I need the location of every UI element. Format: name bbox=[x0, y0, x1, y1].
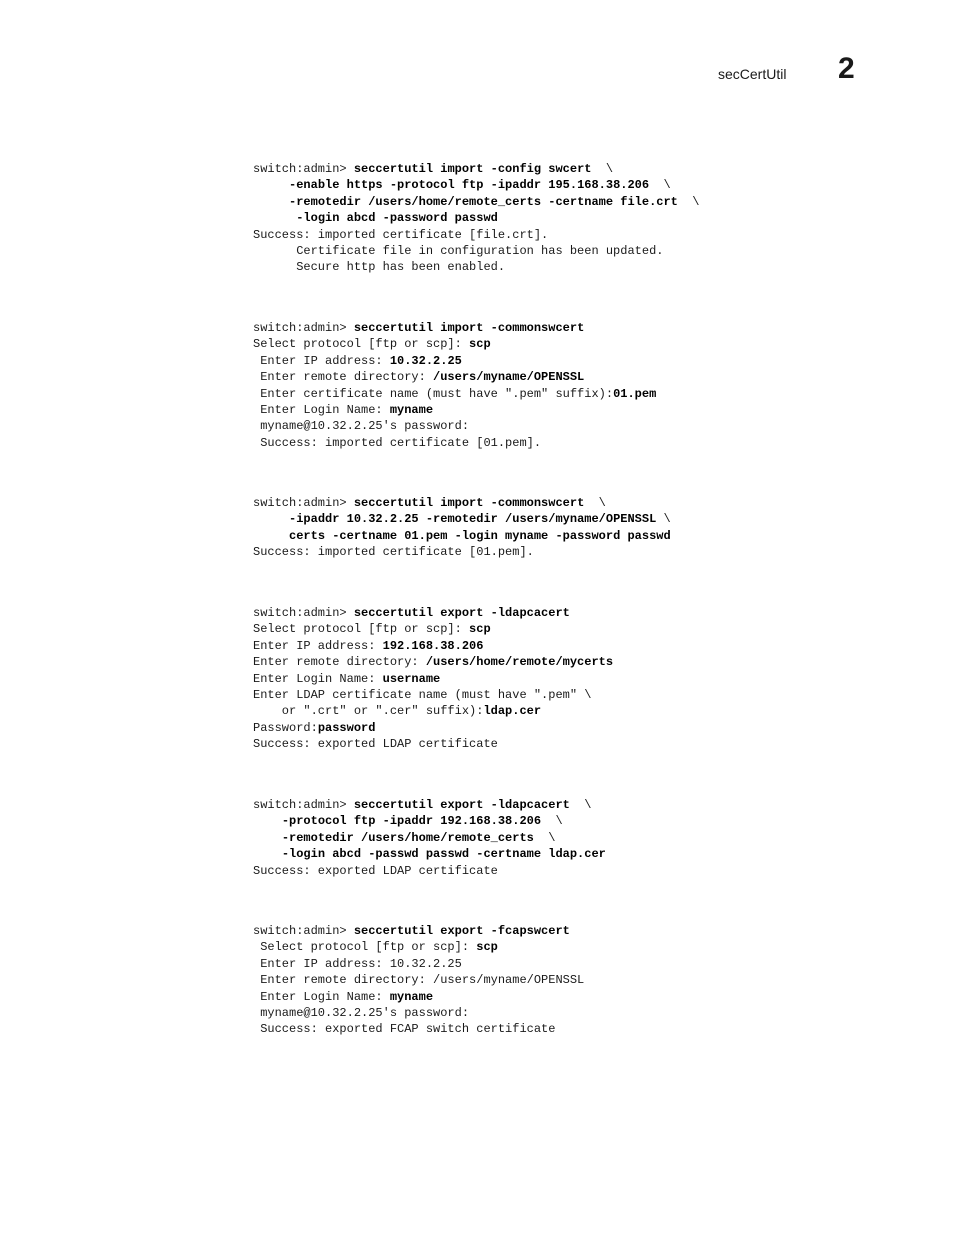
example-export-ldapcacert-cli bbox=[253, 797, 606, 879]
console-output: Enter remote directory: bbox=[253, 655, 426, 670]
code-line bbox=[253, 402, 656, 418]
console-output: Enter IP address: 10.32.2.25 bbox=[253, 956, 462, 971]
console-output bbox=[253, 178, 289, 192]
console-output: switch:admin> bbox=[253, 321, 354, 335]
command-input: -login abcd -passwd passwd -certname ldap.cer bbox=[281, 847, 606, 862]
command-input: certs -certname 01.pem -login myname -password passwd bbox=[289, 528, 671, 543]
code-line bbox=[253, 243, 700, 259]
console-output: Success: exported FCAP switch certificate bbox=[253, 1022, 556, 1037]
section-title: secCertUtil bbox=[718, 66, 787, 82]
command-input: myname bbox=[389, 989, 434, 1004]
console-output: Success: imported certificate [file.crt]. bbox=[253, 227, 549, 242]
code-line bbox=[253, 671, 613, 687]
command-input: seccertutil import -config swcert bbox=[353, 162, 592, 176]
command-input: /users/home/remote/mycerts bbox=[425, 655, 614, 670]
console-output: Enter IP address: bbox=[253, 638, 383, 653]
code-line bbox=[253, 369, 656, 385]
code-line bbox=[253, 511, 671, 527]
console-output bbox=[253, 512, 289, 526]
command-input: seccertutil export -fcapswcert bbox=[353, 924, 570, 938]
console-output bbox=[253, 831, 282, 845]
command-input: seccertutil import -commonswcert bbox=[353, 321, 585, 335]
console-output: \ bbox=[677, 194, 700, 209]
code-line bbox=[253, 703, 613, 719]
example-import-commonswcert-interactive bbox=[253, 320, 656, 451]
console-output: Select protocol [ftp or scp]: bbox=[253, 622, 470, 637]
console-output: \ bbox=[584, 496, 606, 510]
command-input: -protocol ftp -ipaddr 192.168.38.206 bbox=[281, 814, 542, 829]
command-input: -remotedir /users/home/remote_certs -certname file.crt bbox=[289, 194, 678, 209]
console-output: switch:admin> bbox=[253, 496, 354, 510]
console-output: Secure http has been enabled. bbox=[253, 260, 506, 275]
code-line bbox=[253, 386, 656, 402]
console-output: Enter certificate name (must have ".pem" suffix): bbox=[253, 386, 614, 401]
console-output: myname@10.32.2.25's password: bbox=[253, 1005, 470, 1020]
code-line bbox=[253, 989, 584, 1005]
code-line bbox=[253, 972, 584, 988]
console-output: switch:admin> bbox=[253, 798, 354, 812]
command-input: /users/myname/OPENSSL bbox=[433, 370, 585, 385]
console-output bbox=[253, 814, 282, 828]
console-output bbox=[253, 847, 282, 861]
console-output bbox=[253, 211, 296, 225]
command-input: -remotedir /users/home/remote_certs bbox=[281, 830, 534, 845]
code-line bbox=[253, 923, 584, 939]
console-output: \ bbox=[591, 162, 614, 176]
example-export-ldapcacert-interactive bbox=[253, 605, 613, 753]
code-line bbox=[253, 863, 606, 879]
console-output: \ bbox=[569, 798, 592, 812]
console-output: \ bbox=[533, 830, 556, 845]
console-output: or ".crt" or ".cer" suffix): bbox=[253, 704, 484, 719]
code-line bbox=[253, 227, 700, 243]
console-output: Select protocol [ftp or scp]: bbox=[253, 337, 470, 352]
code-line bbox=[253, 528, 671, 544]
code-line bbox=[253, 495, 671, 511]
command-input: scp bbox=[469, 337, 491, 352]
example-import-config-swcert bbox=[253, 161, 700, 276]
command-input: 01.pem bbox=[613, 386, 657, 401]
command-input: seccertutil export -ldapcacert bbox=[353, 606, 570, 620]
console-output bbox=[253, 195, 289, 209]
command-input: -enable https -protocol ftp -ipaddr 195.168.38.206 bbox=[289, 178, 650, 193]
console-output: Success: imported certificate [01.pem]. bbox=[253, 545, 534, 560]
command-input: -ipaddr 10.32.2.25 -remotedir /users/myname/OPENSSL bbox=[289, 512, 657, 527]
console-output: \ bbox=[541, 814, 563, 829]
console-output: Enter Login Name: bbox=[253, 402, 390, 417]
console-output: switch:admin> bbox=[253, 924, 354, 938]
console-output: Enter IP address: bbox=[253, 353, 390, 368]
console-output: switch:admin> bbox=[253, 162, 354, 176]
command-input: username bbox=[382, 671, 441, 686]
code-line bbox=[253, 797, 606, 813]
code-line bbox=[253, 177, 700, 193]
code-line bbox=[253, 161, 700, 177]
code-line bbox=[253, 1021, 584, 1037]
console-output: Success: exported LDAP certificate bbox=[253, 737, 498, 752]
console-output: switch:admin> bbox=[253, 606, 354, 620]
code-line bbox=[253, 638, 613, 654]
code-line bbox=[253, 736, 613, 752]
command-input: -login abcd -password passwd bbox=[296, 211, 498, 226]
console-output: Enter remote directory: bbox=[253, 370, 434, 385]
console-output: Enter remote directory: /users/myname/OPENSSL bbox=[253, 973, 585, 988]
console-output: Success: imported certificate [01.pem]. bbox=[253, 435, 542, 450]
console-output: myname@10.32.2.25's password: bbox=[253, 419, 470, 434]
code-line bbox=[253, 846, 606, 862]
example-export-fcapswcert-interactive bbox=[253, 923, 584, 1038]
code-line bbox=[253, 830, 606, 846]
command-input: 10.32.2.25 bbox=[389, 353, 462, 368]
code-line bbox=[253, 210, 700, 226]
code-line bbox=[253, 654, 613, 670]
code-line bbox=[253, 605, 613, 621]
code-line bbox=[253, 353, 656, 369]
code-line bbox=[253, 813, 606, 829]
command-input: ldap.cer bbox=[483, 704, 542, 719]
command-input: seccertutil import -commonswcert bbox=[353, 496, 585, 510]
code-line bbox=[253, 956, 584, 972]
code-line bbox=[253, 720, 613, 736]
command-input: scp bbox=[476, 940, 498, 955]
code-line bbox=[253, 418, 656, 434]
code-line bbox=[253, 435, 656, 451]
console-output: Success: exported LDAP certificate bbox=[253, 863, 498, 878]
code-line bbox=[253, 320, 656, 336]
console-output: Enter Login Name: bbox=[253, 989, 390, 1004]
console-output: \ bbox=[656, 512, 671, 527]
code-line bbox=[253, 621, 613, 637]
command-input: scp bbox=[469, 622, 491, 637]
command-input: myname bbox=[389, 402, 434, 417]
code-line bbox=[253, 544, 671, 560]
code-line bbox=[253, 939, 584, 955]
console-output: Enter LDAP certificate name (must have ".pem" \ bbox=[253, 687, 592, 702]
chapter-number: 2 bbox=[838, 52, 855, 85]
console-output bbox=[253, 529, 289, 543]
command-input: seccertutil export -ldapcacert bbox=[353, 798, 570, 812]
console-output: Enter Login Name: bbox=[253, 671, 383, 686]
code-line bbox=[253, 687, 613, 703]
code-line bbox=[253, 336, 656, 352]
command-input: 192.168.38.206 bbox=[382, 638, 484, 653]
console-output: Password: bbox=[253, 720, 318, 735]
console-output: \ bbox=[649, 178, 671, 193]
console-output: Select protocol [ftp or scp]: bbox=[253, 940, 477, 955]
console-output: Certificate file in configuration has been updated. bbox=[253, 243, 664, 258]
code-line bbox=[253, 1005, 584, 1021]
example-import-commonswcert-cli bbox=[253, 495, 671, 561]
code-line bbox=[253, 194, 700, 210]
code-line bbox=[253, 259, 700, 275]
command-input: password bbox=[317, 720, 376, 735]
